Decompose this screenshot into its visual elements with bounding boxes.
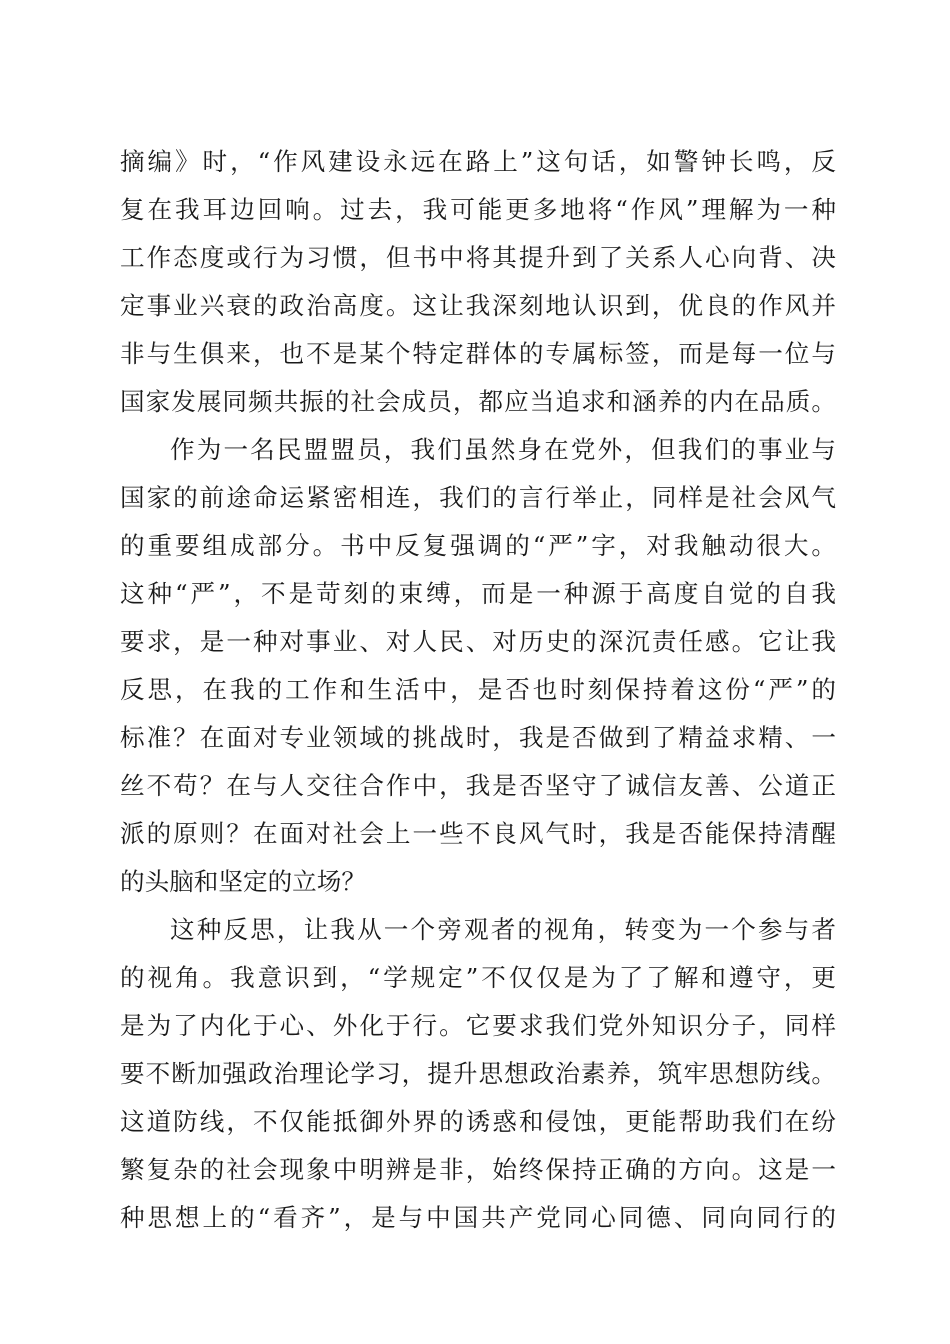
text-line: 的头脑和坚定的立场？ xyxy=(120,867,366,896)
text-line: 派的原则？在面对社会上一些不良风气时，我是否能保持清醒 xyxy=(120,819,836,848)
text-line: 复在我耳边回响。过去，我可能更多地将“作风”理解为一种 xyxy=(120,195,836,224)
text-line: 工作态度或行为习惯，但书中将其提升到了关系人心向背、决 xyxy=(120,243,836,272)
text-line: 这道防线，不仅能抵御外界的诱惑和侵蚀，更能帮助我们在纷 xyxy=(120,1107,836,1136)
text-line: 这种“严”，不是苛刻的束缚，而是一种源于高度自觉的自我 xyxy=(120,579,836,608)
text-line: 非与生俱来，也不是某个特定群体的专属标签，而是每一位与 xyxy=(120,339,836,368)
text-line: 要求，是一种对事业、对人民、对历史的深沉责任感。它让我 xyxy=(120,627,836,656)
text-line: 定事业兴衰的政治高度。这让我深刻地认识到，优良的作风并 xyxy=(120,291,836,320)
text-line: 的视角。我意识到，“学规定”不仅仅是为了了解和遵守，更 xyxy=(120,963,836,992)
text-line: 标准？在面对专业领域的挑战时，我是否做到了精益求精、一 xyxy=(120,723,836,752)
text-line: 这种反思，让我从一个旁观者的视角，转变为一个参与者 xyxy=(170,915,836,944)
text-line: 的重要组成部分。书中反复强调的“严”字，对我触动很大。 xyxy=(120,531,836,560)
text-line: 繁复杂的社会现象中明辨是非，始终保持正确的方向。这是一 xyxy=(120,1155,836,1184)
text-line: 摘编》时，“作风建设永远在路上”这句话，如警钟长鸣，反 xyxy=(120,147,836,176)
text-line: 要不断加强政治理论学习，提升思想政治素养，筑牢思想防线。 xyxy=(120,1059,836,1088)
text-line: 丝不苟？在与人交往合作中，我是否坚守了诚信友善、公道正 xyxy=(120,771,836,800)
text-line: 国家的前途命运紧密相连，我们的言行举止，同样是社会风气 xyxy=(120,483,836,512)
text-line: 种思想上的“看齐”，是与中国共产党同心同德、同向同行的 xyxy=(120,1203,836,1232)
text-line: 是为了内化于心、外化于行。它要求我们党外知识分子，同样 xyxy=(120,1011,836,1040)
text-line: 反思，在我的工作和生活中，是否也时刻保持着这份“严”的 xyxy=(120,675,836,704)
text-line: 国家发展同频共振的社会成员，都应当追求和涵养的内在品质。 xyxy=(120,387,836,416)
text-line: 作为一名民盟盟员，我们虽然身在党外，但我们的事业与 xyxy=(170,435,836,464)
